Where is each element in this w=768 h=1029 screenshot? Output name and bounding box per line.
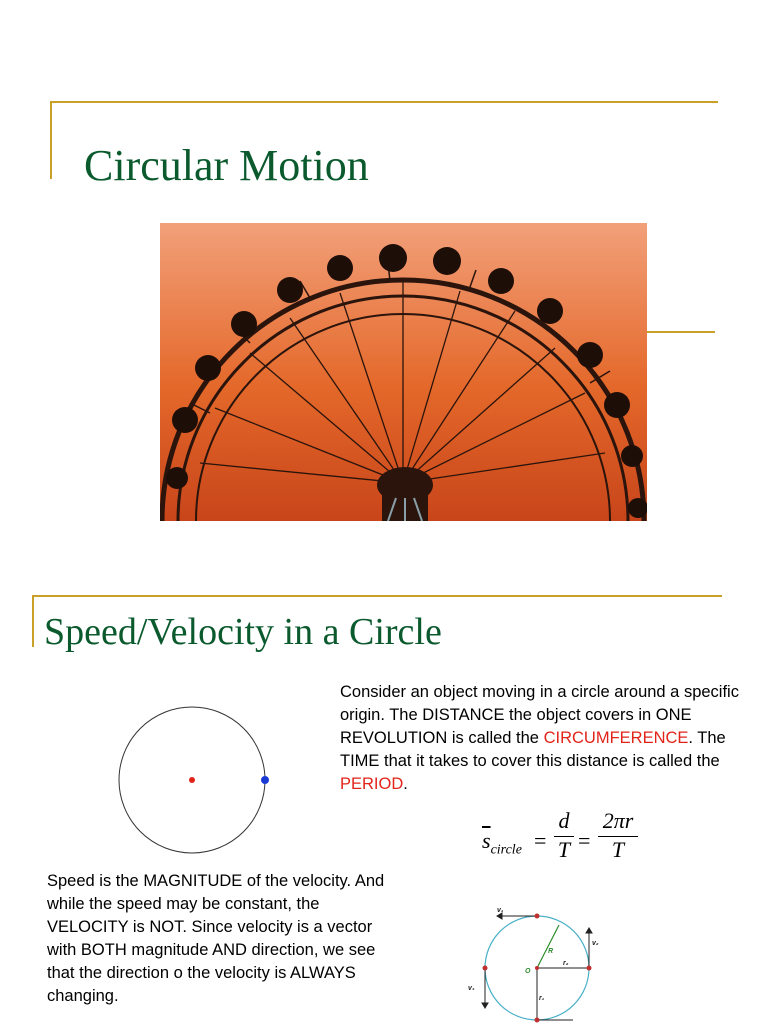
- formula-T1: T: [557, 837, 571, 862]
- slide1-left-rule: [50, 101, 52, 179]
- slide1-top-rule: [50, 101, 718, 103]
- moving-object-dot: [261, 776, 269, 784]
- formula-equals-2: =: [578, 828, 591, 853]
- circle-diagram: [110, 700, 280, 860]
- formula-subscript: circle: [490, 842, 522, 858]
- slide2-top-rule: [32, 595, 722, 597]
- formula-equals-1: =: [534, 828, 547, 853]
- label-R: R: [548, 948, 554, 955]
- slide2-title: Speed/Velocity in a Circle: [44, 611, 442, 653]
- origin-dot: [189, 777, 195, 783]
- label-r2: r₂: [563, 960, 569, 967]
- label-v1: v₁: [497, 907, 504, 914]
- paragraph1-text-a: Consider an object moving in a circle around a specific origin. The DISTANCE the object covers in ONE REVOLUTION is called the: [340, 683, 739, 747]
- velocity-vector-diagram: [455, 895, 615, 1024]
- paragraph1-text-b: . The TIME that it takes to cover this distance is called the: [340, 729, 726, 770]
- formula-d: d: [558, 808, 570, 833]
- slide2-left-rule: [32, 595, 34, 647]
- label-O: O: [525, 968, 531, 975]
- formula-2pir: 2πr: [602, 808, 634, 833]
- circumference-paragraph: [340, 681, 740, 796]
- speed-formula: [482, 808, 642, 868]
- circumference-term: CIRCUMFERENCE: [543, 729, 689, 747]
- slide1-title: Circular Motion: [84, 141, 369, 190]
- formula-s: $\overline{s}$: [482, 828, 491, 853]
- label-r1: r₁: [539, 995, 545, 1002]
- ferris-wheel-image: [160, 223, 647, 521]
- velocity-paragraph: Speed is the MAGNITUDE of the velocity. And while the speed may be constant, the VELOCITY is NOT. Since velocity is a vector with BOTH magnitude AND direction, we see that the direction o the velocity is ALWAYS changing.: [47, 872, 385, 1005]
- period-term: PERIOD: [340, 775, 404, 793]
- slide1-side-rule: [645, 331, 715, 333]
- label-v4: v₄: [468, 985, 475, 992]
- label-v2: v₂: [592, 940, 599, 947]
- paragraph1-text-c: .: [403, 775, 408, 793]
- formula-T2: T: [611, 837, 625, 862]
